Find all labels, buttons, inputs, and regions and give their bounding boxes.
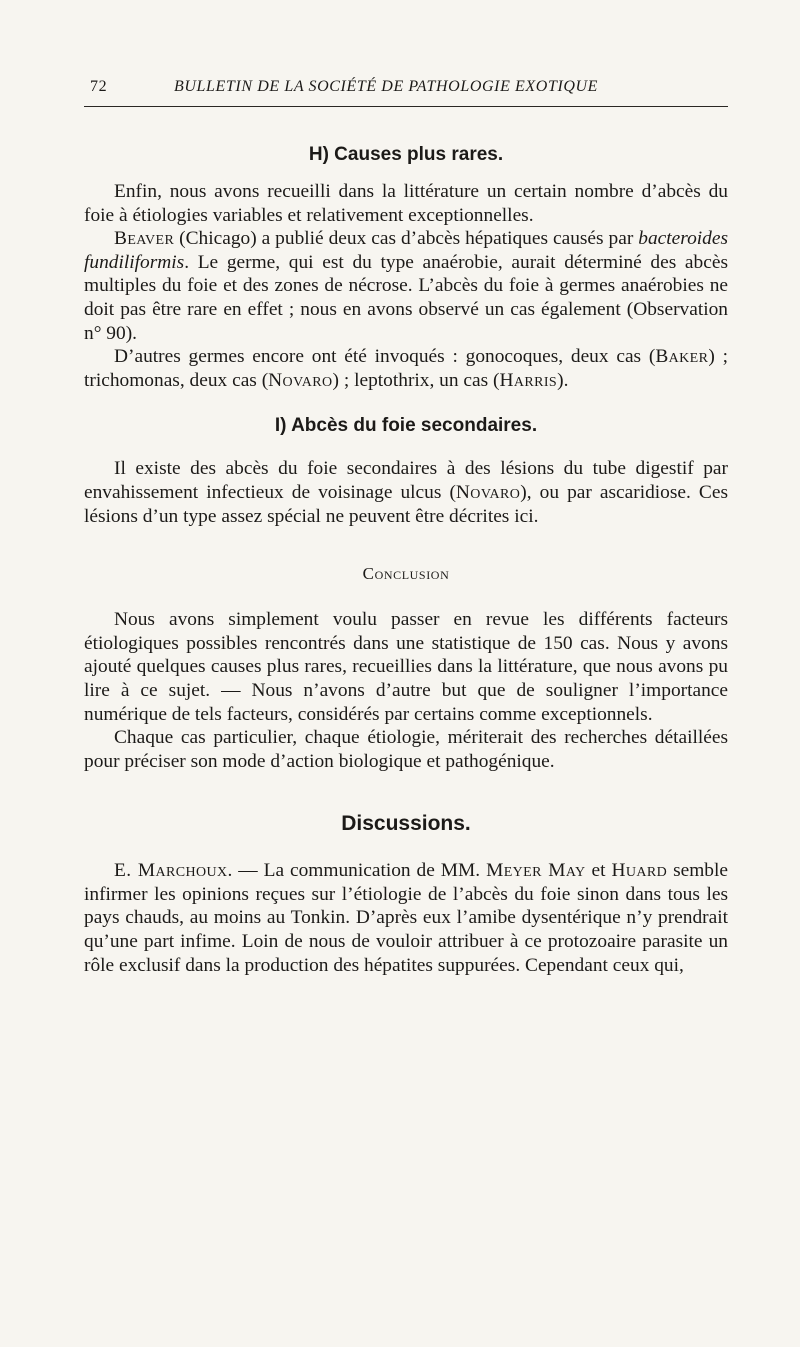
author-baker: Baker [655, 346, 709, 368]
page-number: 72 [90, 78, 108, 95]
paragraph-il-existe [84, 457, 728, 528]
speaker-marchoux: E. Marchoux [114, 860, 228, 882]
author-novaro: Novaro [268, 369, 333, 391]
text-segment: et [585, 860, 612, 882]
author-huard: Huard [611, 860, 668, 882]
paragraph-autres-germes [84, 345, 728, 392]
author-harris: Harris [499, 369, 558, 391]
author-novaro: Novaro [455, 481, 521, 503]
text-segment: ) ; trichomonas, deux cas ( [84, 346, 728, 391]
paragraph-beaver [84, 227, 728, 345]
paragraph-conclusion-2: Chaque cas particulier, chaque étiologie, mériterait des recherches détaillées pour préciser son mode d’action biologique et pathogénique. [84, 727, 728, 772]
journal-title: BULLETIN DE LA SOCIÉTÉ DE PATHOLOGIE EXOTIQUE [174, 78, 599, 95]
text-segment: D’autres germes encore ont été invoqués : gonocoques, deux cas ( [114, 346, 656, 368]
paragraph-marchoux [84, 859, 728, 977]
paragraph-enfin: Enfin, nous avons recueilli dans la littérature un certain nombre d’abcès du foie à étiologies variables et relativement exceptionnelles. [84, 181, 728, 226]
section-heading-discussions: Discussions. [341, 812, 471, 836]
article-body [84, 140, 728, 977]
section-heading-causes-plus-rares: H) Causes plus rares. [308, 144, 504, 165]
author-beaver: Beaver [114, 228, 175, 250]
text-segment: . — La communication de MM. [227, 860, 487, 882]
text-segment: ). [557, 369, 569, 391]
germ-name: bacteroides fundiliformis [84, 228, 728, 273]
section-heading-abces-secondaires: I) Abcès du foie secondaires. [274, 415, 538, 437]
text-segment: Il existe des abcès du foie secondaires à des lésions du tube digestif par envahissement infectieux de voisinage ulcus ( [84, 458, 728, 503]
text-segment: semble infirmer les opinions reçues sur l’étiologie de l’abcès du foie sinon dans tous les pays chauds, au moins au Tonkin. D’après eux l’amibe dysentérique n’y prendrait qu’une part infime. Loin de nous de vouloir attribuer à ce protozoaire parasite un rôle exclusif dans la production des hépatites suppurées. Cependant ceux qui, [84, 860, 728, 976]
text-segment: ) ; leptothrix, un cas ( [332, 369, 500, 391]
paragraph-conclusion-1: Nous avons simplement voulu passer en revue les différents facteurs étiologiques possibles rencontrés dans une statistique de 150 cas. Nous y avons ajouté quelques causes plus rares, recueillies dans la littérature, que nous avons pu lire à ce sujet. — Nous n’avons d’autre but que de souligner l’importance numérique de tels facteurs, considérés par certains comme exceptionnels. [84, 609, 728, 725]
text-segment: ), ou par ascaridiose. Ces lésions d’un type assez spécial ne peuvent être décrites ici. [84, 481, 728, 527]
running-header [84, 76, 728, 107]
author-meyer-may: Meyer May [486, 860, 586, 882]
text-segment: . Le germe, qui est du type anaérobie, aurait déterminé des abcès multiples du foie et des zones de nécrose. L’abcès du foie à germes anaérobies ne doit pas être rare en effet ; nous en avons observé un cas également (Observation n° 90). [84, 251, 728, 344]
section-heading-conclusion: Conclusion [362, 564, 450, 584]
text-segment: (Chicago) a publié deux cas d’abcès hépatiques causés par [174, 228, 639, 250]
